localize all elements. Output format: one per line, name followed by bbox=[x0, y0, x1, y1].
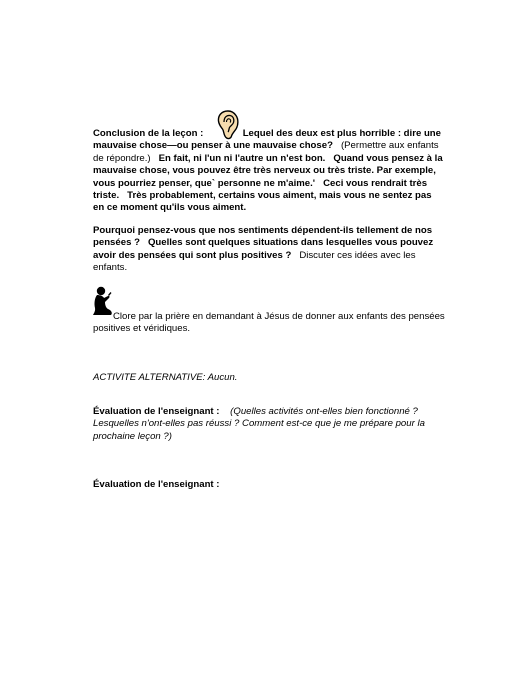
prayer-text: Clore par la prière en demandant à Jésus de donner aux enfants des pensées positives et véridiques. bbox=[93, 311, 445, 335]
prayer-section bbox=[93, 311, 445, 336]
alternative-text: ACTIVITE ALTERNATIVE: Aucun. bbox=[93, 372, 238, 383]
conclusion-sentence-4: Ceci vous rendrait très triste. bbox=[93, 177, 428, 202]
conclusion-note: (Permettre aux enfants de répondre.) bbox=[93, 140, 439, 164]
evaluation-section-1 bbox=[93, 406, 445, 443]
alternative-section bbox=[93, 372, 445, 384]
conclusion-section bbox=[93, 128, 445, 215]
conclusion-question: Lequel des deux est plus horrible : dire une mauvaise chose—ou penser à une mauvaise chose? bbox=[93, 128, 441, 152]
question-2: Quelles sont quelques situations dans lesquelles vous pouvez avoir des pensées qui sont plus positives ? bbox=[93, 237, 434, 261]
evaluation-label-1: Évaluation de l'enseignant : bbox=[93, 406, 220, 417]
conclusion-sentence-2: Quand vous pensez à la mauvaise chose, vous pouvez être très nerveux ou très triste. bbox=[93, 152, 443, 177]
conclusion-sentence-1: En fait, ni l'un ni l'autre un n'est bon. bbox=[158, 152, 326, 164]
evaluation-label-2: Évaluation de l'enseignant : bbox=[93, 479, 220, 490]
questions-section bbox=[93, 225, 445, 275]
conclusion-label: Conclusion de la leçon : bbox=[93, 128, 204, 139]
questions-note: Discuter ces idées avec les enfants. bbox=[93, 249, 416, 274]
question-1: Pourquoi pensez-vous que nos sentiments dépendent-ils tellement de nos pensées ? bbox=[93, 225, 433, 249]
conclusion-sentence-5: Très probablement, certains vous aiment, mais vous ne sentez pas en ce moment qu'ils vous aiment. bbox=[93, 190, 432, 214]
conclusion-sentence-3: Par exemple, vous pourriez penser, que` personne ne m'aime.' bbox=[93, 165, 436, 189]
evaluation-text-1: (Quelles activités ont-elles bien fonctionné ? Lesquelles n'ont-elles pas réussi ? Comment est-ce que je me prépare pour la prochaine leçon ?) bbox=[93, 406, 425, 442]
evaluation-section-2 bbox=[93, 479, 445, 491]
